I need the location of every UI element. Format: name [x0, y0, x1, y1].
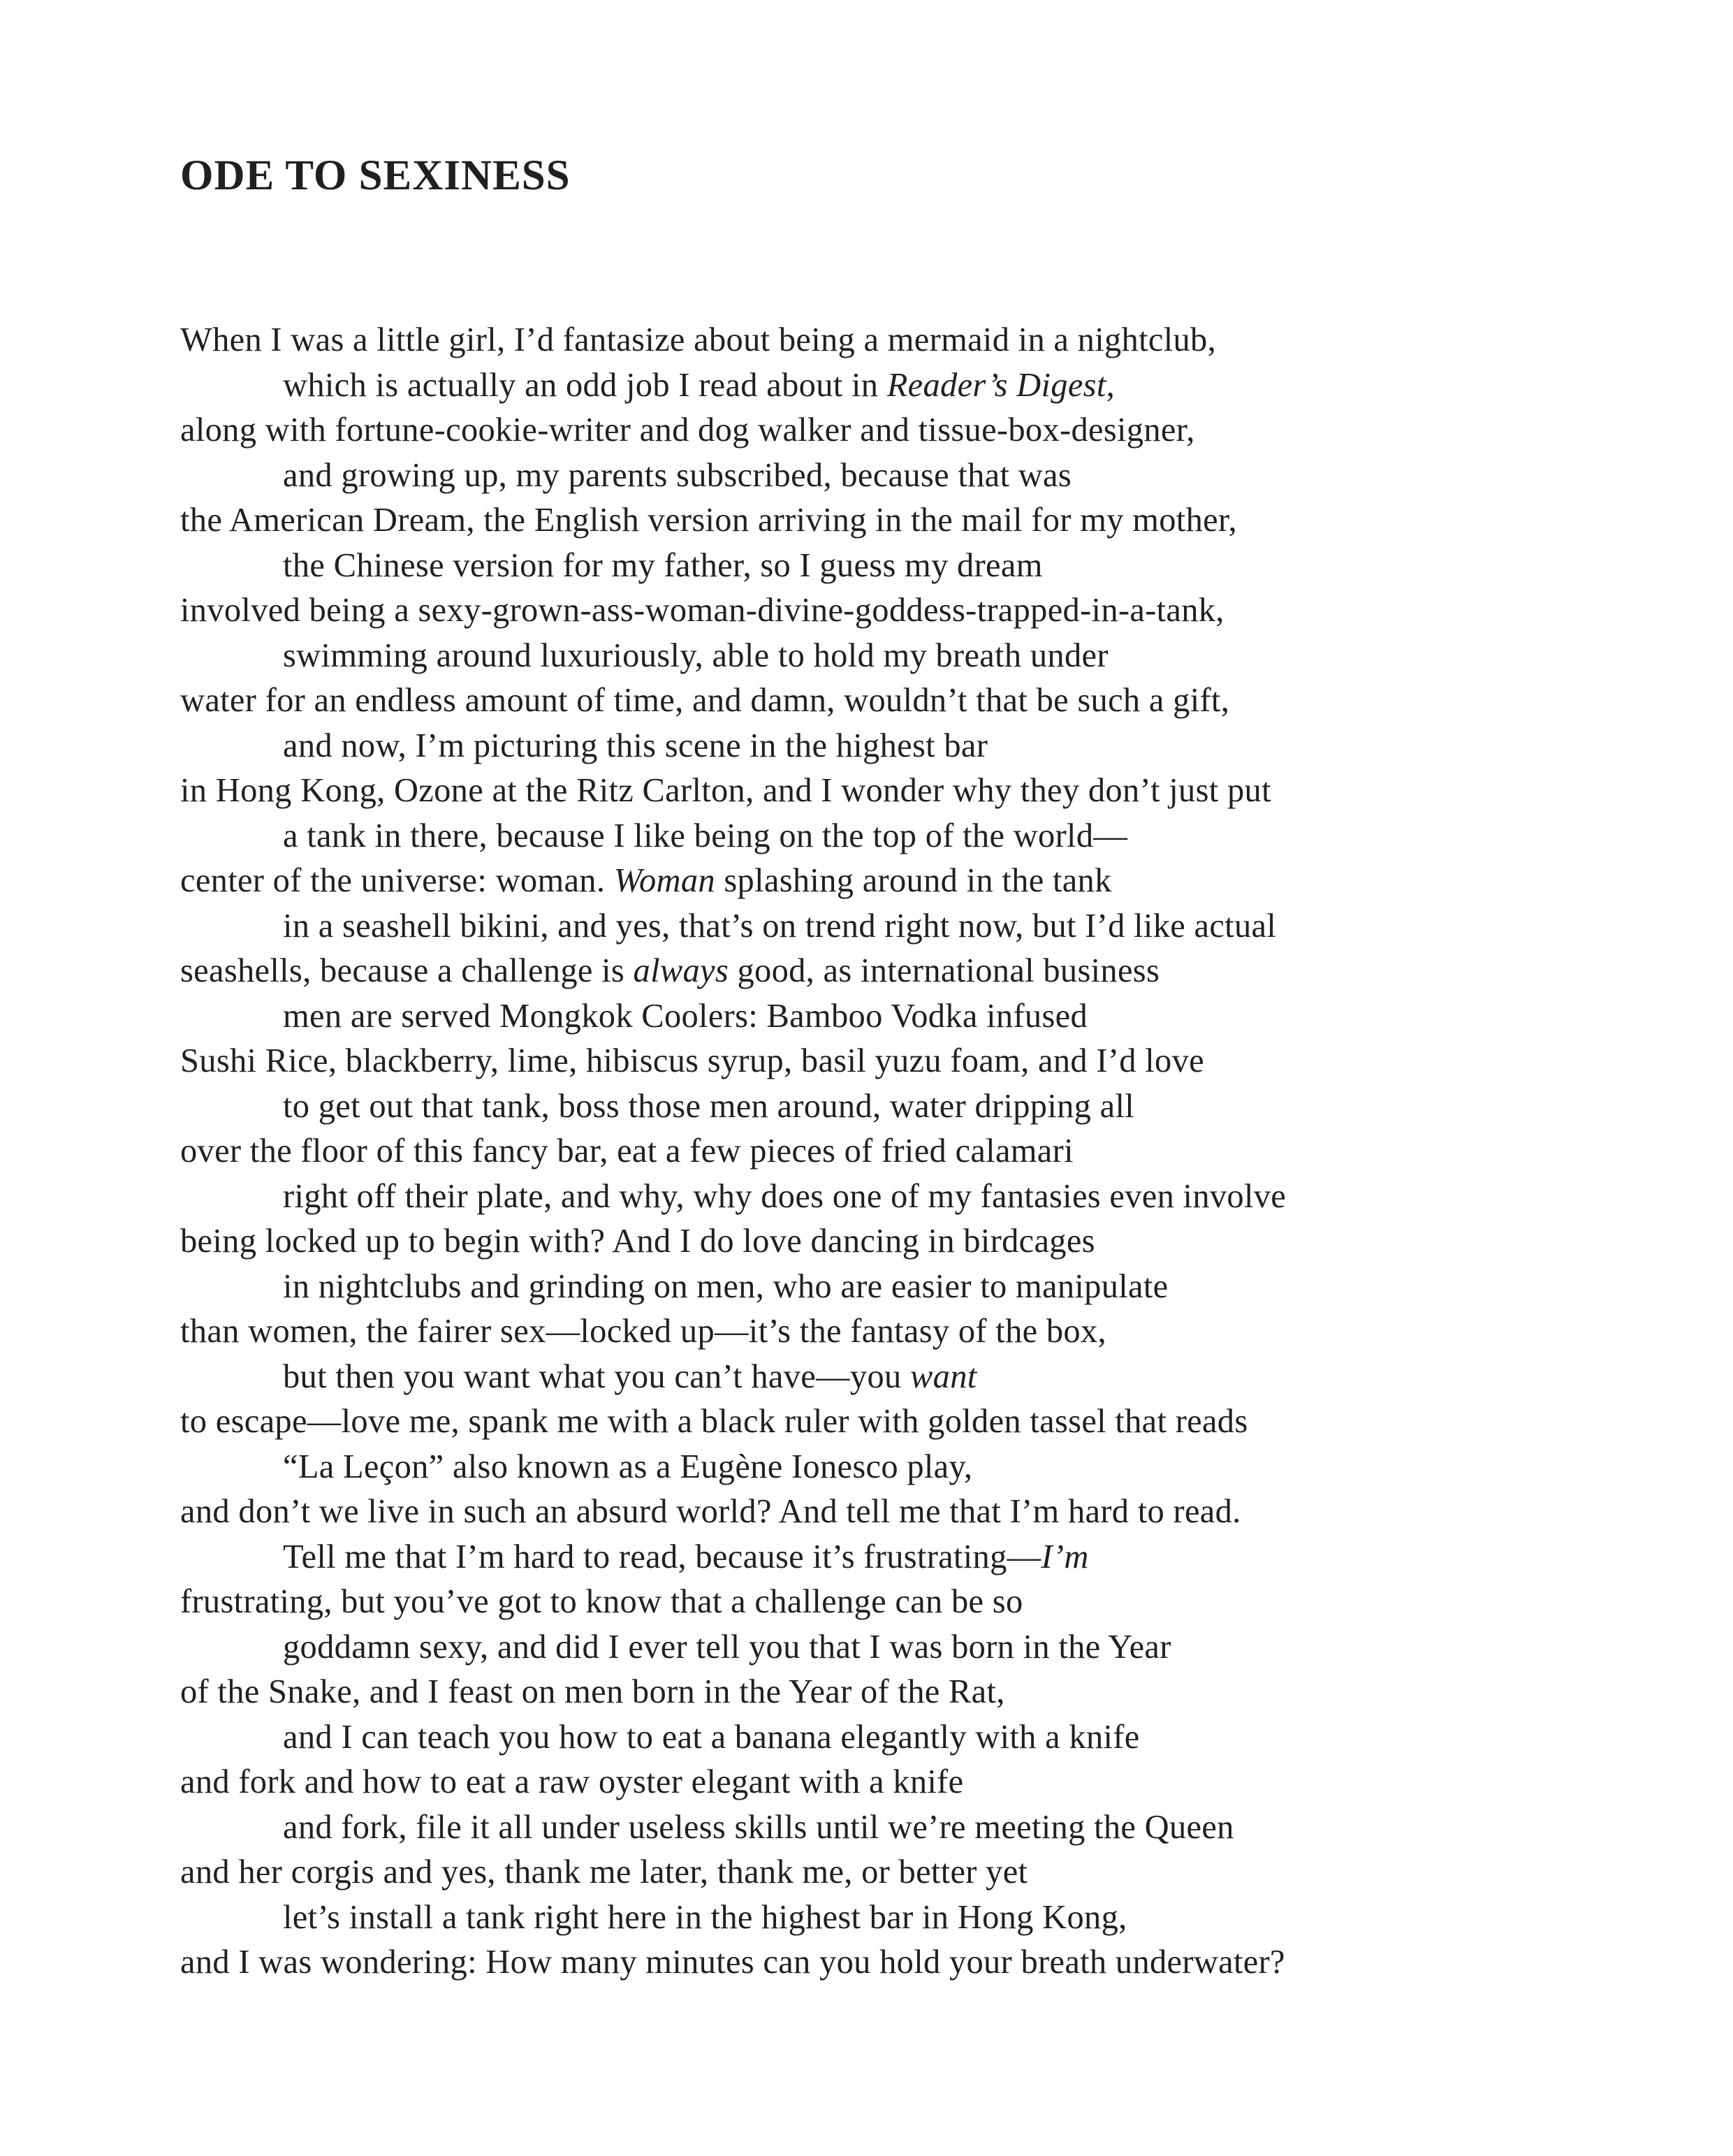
poem-line [180, 588, 1717, 634]
poem-line-italic-segment: I’m [1041, 1538, 1089, 1575]
poem-line-segment: along with fortune-cookie-writer and dog walker and tissue-box-designer, [180, 411, 1195, 449]
poem-line-segment: than women, the fairer sex—locked up—it’s the fantasy of the box, [180, 1313, 1106, 1350]
poem-line-segment: and now, I’m picturing this scene in the highest bar [283, 727, 988, 764]
poem-line-segment: involved being a sexy-grown-ass-woman-divine-goddess-trapped-in-a-tank, [180, 592, 1224, 629]
poem-line-segment: Tell me that I’m hard to read, because it’s frustrating— [283, 1538, 1041, 1575]
poem-line [180, 814, 1717, 859]
poem-line-segment: swimming around luxuriously, able to hold my breath under [283, 636, 1109, 674]
poem-line-segment: frustrating, but you’ve got to know that a challenge can be so [180, 1583, 1023, 1620]
poem-line-segment: When I was a little girl, I’d fantasize about being a mermaid in a nightclub, [180, 321, 1217, 358]
poem-line [180, 544, 1717, 589]
poem-line-segment: the Chinese version for my father, so I guess my dream [283, 546, 1043, 584]
poem-line [180, 1265, 1717, 1310]
poem-line-segment: center of the universe: woman. [180, 862, 614, 899]
poem-line-segment: and don’t we live in such an absurd world? And tell me that I’m hard to read. [180, 1493, 1241, 1530]
poem-line-segment: but then you want what you can’t have—you [283, 1357, 910, 1395]
poem-line [180, 1895, 1717, 1941]
poem-line [180, 994, 1717, 1040]
poem-line-segment: the American Dream, the English version arriving in the mail for my mother, [180, 502, 1237, 539]
poem-body [180, 318, 1717, 1986]
poem-line [180, 904, 1717, 949]
poem-line [180, 1580, 1717, 1625]
poem-line [180, 1174, 1717, 1220]
poem-line [180, 949, 1717, 994]
poem-line [180, 363, 1717, 409]
poem-line-segment: which is actually an odd job I read about in [283, 366, 887, 404]
poem-line-segment: a tank in there, because I like being on the top of the world— [283, 817, 1128, 854]
poem-line [180, 1129, 1717, 1174]
poem-line-segment: and I can teach you how to eat a banana elegantly with a knife [283, 1718, 1140, 1756]
poem-line [180, 1535, 1717, 1580]
poem-line [180, 1715, 1717, 1761]
poem-line [180, 318, 1717, 363]
poem-line [180, 1940, 1717, 1986]
poem-line-segment: seashells, because a challenge is [180, 952, 634, 989]
poem-line-segment: of the Snake, and I feast on men born in the Year of the Rat, [180, 1673, 1005, 1710]
poem-line-segment: and growing up, my parents subscribed, because that was [283, 456, 1072, 494]
poem-line-segment: right off their plate, and why, why does one of my fantasies even involve [283, 1177, 1287, 1215]
poem-line [180, 1670, 1717, 1715]
poem-line-italic-segment: always [633, 952, 729, 989]
poem-line-segment: to escape—love me, spank me with a black ruler with golden tassel that reads [180, 1403, 1248, 1440]
poem-line-segment: splashing around in the tank [715, 862, 1112, 899]
poem-line [180, 678, 1717, 724]
poem-line [180, 1760, 1717, 1805]
poem-line-segment: and I was wondering: How many minutes can you hold your breath underwater? [180, 1944, 1285, 1981]
poem-line [180, 408, 1717, 453]
poem-line-segment: “La Leçon” also known as a Eugène Ionesco play, [283, 1448, 973, 1485]
poem-line [180, 1625, 1717, 1670]
poem-line-segment: good, as international business [729, 952, 1160, 989]
poem-line-segment: and fork, file it all under useless skills until we’re meeting the Queen [283, 1808, 1234, 1846]
poem-line [180, 1219, 1717, 1265]
poem-line-segment: being locked up to begin with? And I do love dancing in birdcages [180, 1223, 1095, 1260]
poem-line [180, 1805, 1717, 1851]
poem-line-segment: and fork and how to eat a raw oyster elegant with a knife [180, 1763, 964, 1800]
poem-line-segment: , [1106, 366, 1116, 404]
poem-line-segment: and her corgis and yes, thank me later, thank me, or better yet [180, 1853, 1028, 1891]
poem-line-italic-segment: Reader’s Digest [886, 366, 1106, 404]
poem-line [180, 1309, 1717, 1355]
poem-line [180, 724, 1717, 769]
poem-line-segment: to get out that tank, boss those men around, water dripping all [283, 1087, 1135, 1125]
poem-line [180, 1445, 1717, 1490]
poem-line-segment: in nightclubs and grinding on men, who are easier to manipulate [283, 1267, 1169, 1305]
poem-line [180, 769, 1717, 814]
poem-line-segment: goddamn sexy, and did I ever tell you that I was born in the Year [283, 1628, 1171, 1666]
poem-line-italic-segment: Woman [613, 862, 715, 899]
poem-line [180, 1039, 1717, 1084]
poem-line-segment: over the floor of this fancy bar, eat a few pieces of fried calamari [180, 1132, 1074, 1170]
poem-title: ODE TO SEXINESS [180, 152, 571, 199]
poem-line-segment: men are served Mongkok Coolers: Bamboo Vodka infused [283, 997, 1088, 1035]
poem-line [180, 453, 1717, 499]
poem-line [180, 498, 1717, 544]
poem-line-segment: water for an endless amount of time, and damn, wouldn’t that be such a gift, [180, 682, 1230, 719]
poem-line [180, 1489, 1717, 1535]
poem-line-segment: Sushi Rice, blackberry, lime, hibiscus syrup, basil yuzu foam, and I’d love [180, 1042, 1204, 1079]
poem-line-segment: let’s install a tank right here in the highest bar in Hong Kong, [283, 1898, 1127, 1936]
poem-line [180, 634, 1717, 679]
poem-line-italic-segment: want [910, 1357, 977, 1395]
poem-line [180, 1355, 1717, 1400]
poem-line [180, 1850, 1717, 1895]
poem-line [180, 1084, 1717, 1130]
poem-line-segment: in a seashell bikini, and yes, that’s on trend right now, but I’d like actual [283, 907, 1277, 945]
poem-line [180, 1399, 1717, 1445]
poem-line-segment: in Hong Kong, Ozone at the Ritz Carlton, and I wonder why they don’t just put [180, 772, 1271, 809]
poem-line [180, 859, 1717, 904]
